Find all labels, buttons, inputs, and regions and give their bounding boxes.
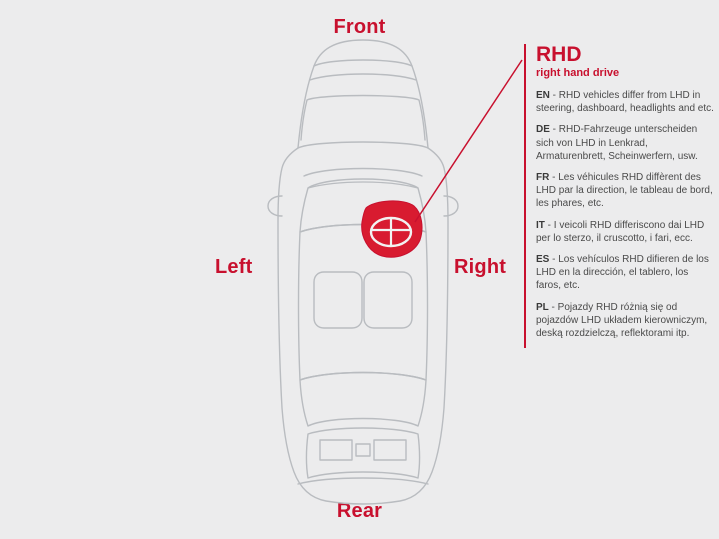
lang-text-it: - I veicoli RHD differiscono dai LHD per lo sterzo, il cruscotto, i fari, ecc. — [536, 219, 705, 244]
rhd-callout-panel — [524, 44, 716, 348]
lang-text-fr: - Les véhicules RHD diffèrent des LHD par la direction, le tableau de bord, les phares, etc. — [536, 172, 713, 210]
lang-code-pl: PL — [536, 301, 549, 313]
car-outline-svg — [248, 36, 478, 506]
car-top-view-illustration — [248, 36, 478, 506]
steering-wheel-highlight — [362, 201, 422, 257]
lang-code-de: DE — [536, 124, 550, 136]
lang-text-es: - Los vehículos RHD difieren de los LHD en la dirección, el tablero, los faros, etc. — [536, 254, 709, 292]
lang-block-it — [536, 219, 716, 245]
lang-text-pl: - Pojazdy RHD różnią się od pojazdów LHD układem kierowniczym, deską rozdzielczą, reflektorami itp. — [536, 301, 708, 340]
lang-block-pl — [536, 301, 716, 341]
direction-label-right: Right — [454, 256, 507, 278]
lang-block-fr — [536, 171, 716, 211]
lang-text-de: - RHD-Fahrzeuge unterscheiden sich von LHD in Lenkrad, Armaturenbrett, Scheinwerfern, usw. — [536, 124, 698, 162]
lang-block-en — [536, 89, 716, 115]
lang-code-en: EN — [536, 90, 550, 101]
direction-label-front: Front — [333, 16, 386, 38]
direction-label-left: Left — [215, 256, 253, 278]
lang-code-fr: FR — [536, 172, 550, 184]
lang-block-es — [536, 253, 716, 293]
lang-code-es: ES — [536, 254, 550, 266]
lang-block-de — [536, 123, 716, 163]
direction-label-rear: Rear — [336, 500, 383, 522]
lang-code-it: IT — [536, 219, 545, 231]
lang-text-en: - RHD vehicles differ from LHD in steering, dashboard, headlights and etc. — [536, 90, 714, 115]
callout-title: RHD — [536, 43, 582, 66]
callout-subtitle: right hand drive — [536, 67, 620, 79]
